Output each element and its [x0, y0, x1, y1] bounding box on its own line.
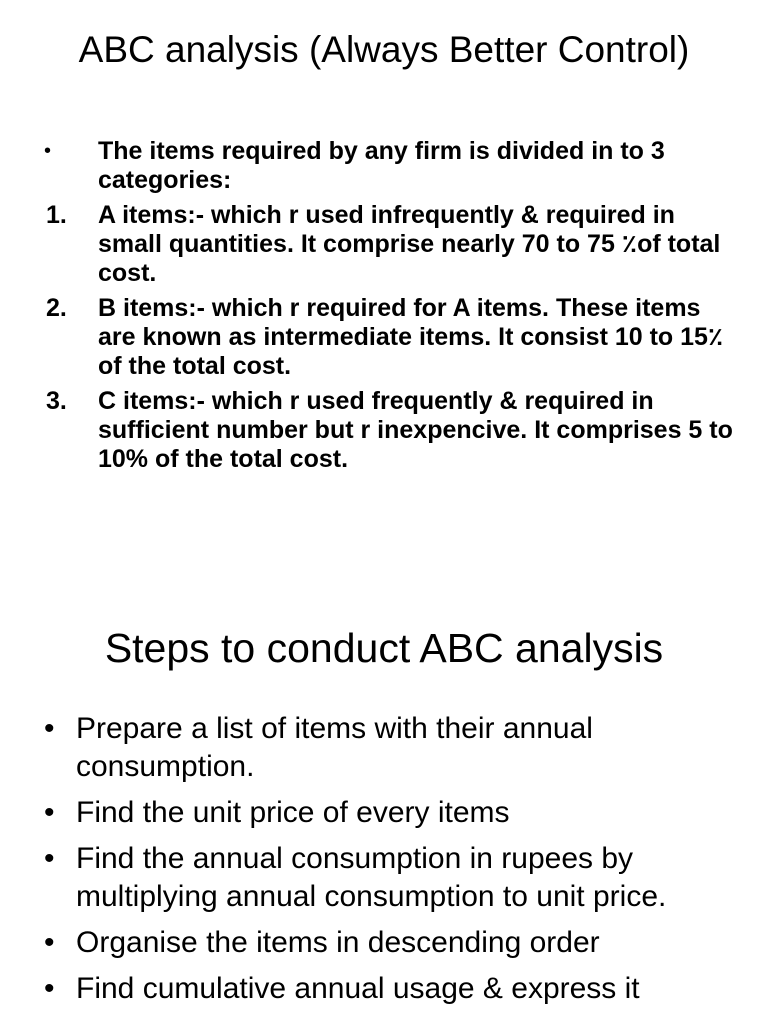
- list-item: [0, 794, 768, 832]
- list-number: 2.: [46, 294, 67, 322]
- slide-title: Steps to conduct ABC analysis: [104, 625, 664, 671]
- list-item-text: Organise the items in descending order: [76, 926, 600, 959]
- list-item-c-items: [0, 387, 768, 474]
- list-item-text: Find the unit price of every items: [76, 796, 510, 829]
- list-number: 1.: [46, 201, 67, 229]
- list-item-text: A items:- which r used infrequently & required in small quantities. It comprise nearly 70 to 75 ٪of total cost.: [98, 201, 721, 287]
- list-item-a-items: [0, 201, 768, 288]
- bullet-icon: •: [44, 796, 55, 829]
- bullet-icon: •: [44, 842, 55, 875]
- list-item-text: Find the annual consumption in rupees by multiplying annual consumption to unit price.: [76, 842, 667, 913]
- list-item: [0, 970, 768, 1008]
- list-item-text: Find cumulative annual usage & express it: [76, 972, 640, 1005]
- list-item-text: Prepare a list of items with their annual consumption.: [76, 712, 593, 783]
- list-item-intro: [0, 137, 768, 195]
- list-item-text: B items:- which r required for A items. These items are known as intermediate items. It consist 10 to 15٪ of the total cost.: [98, 294, 724, 380]
- list-item: [0, 710, 768, 786]
- slide-title: ABC analysis (Always Better Control): [78, 29, 690, 70]
- list-item-b-items: [0, 294, 768, 381]
- list-number: 3.: [46, 387, 67, 415]
- category-list: [0, 137, 768, 480]
- list-item: [0, 840, 768, 916]
- bullet-icon: •: [44, 712, 55, 745]
- list-item-text: C items:- which r used frequently & required in sufficient number but r inexpencive. It comprises 5 to 10% of the total cost.: [98, 387, 733, 473]
- slide-steps: [0, 560, 768, 1024]
- bullet-icon: •: [44, 926, 55, 959]
- bullet-icon: •: [44, 972, 55, 1005]
- list-item: [0, 924, 768, 962]
- steps-list: [0, 710, 768, 1016]
- list-item-text: The items required by any firm is divided in to 3 categories:: [98, 137, 665, 194]
- bullet-icon: •: [44, 140, 52, 162]
